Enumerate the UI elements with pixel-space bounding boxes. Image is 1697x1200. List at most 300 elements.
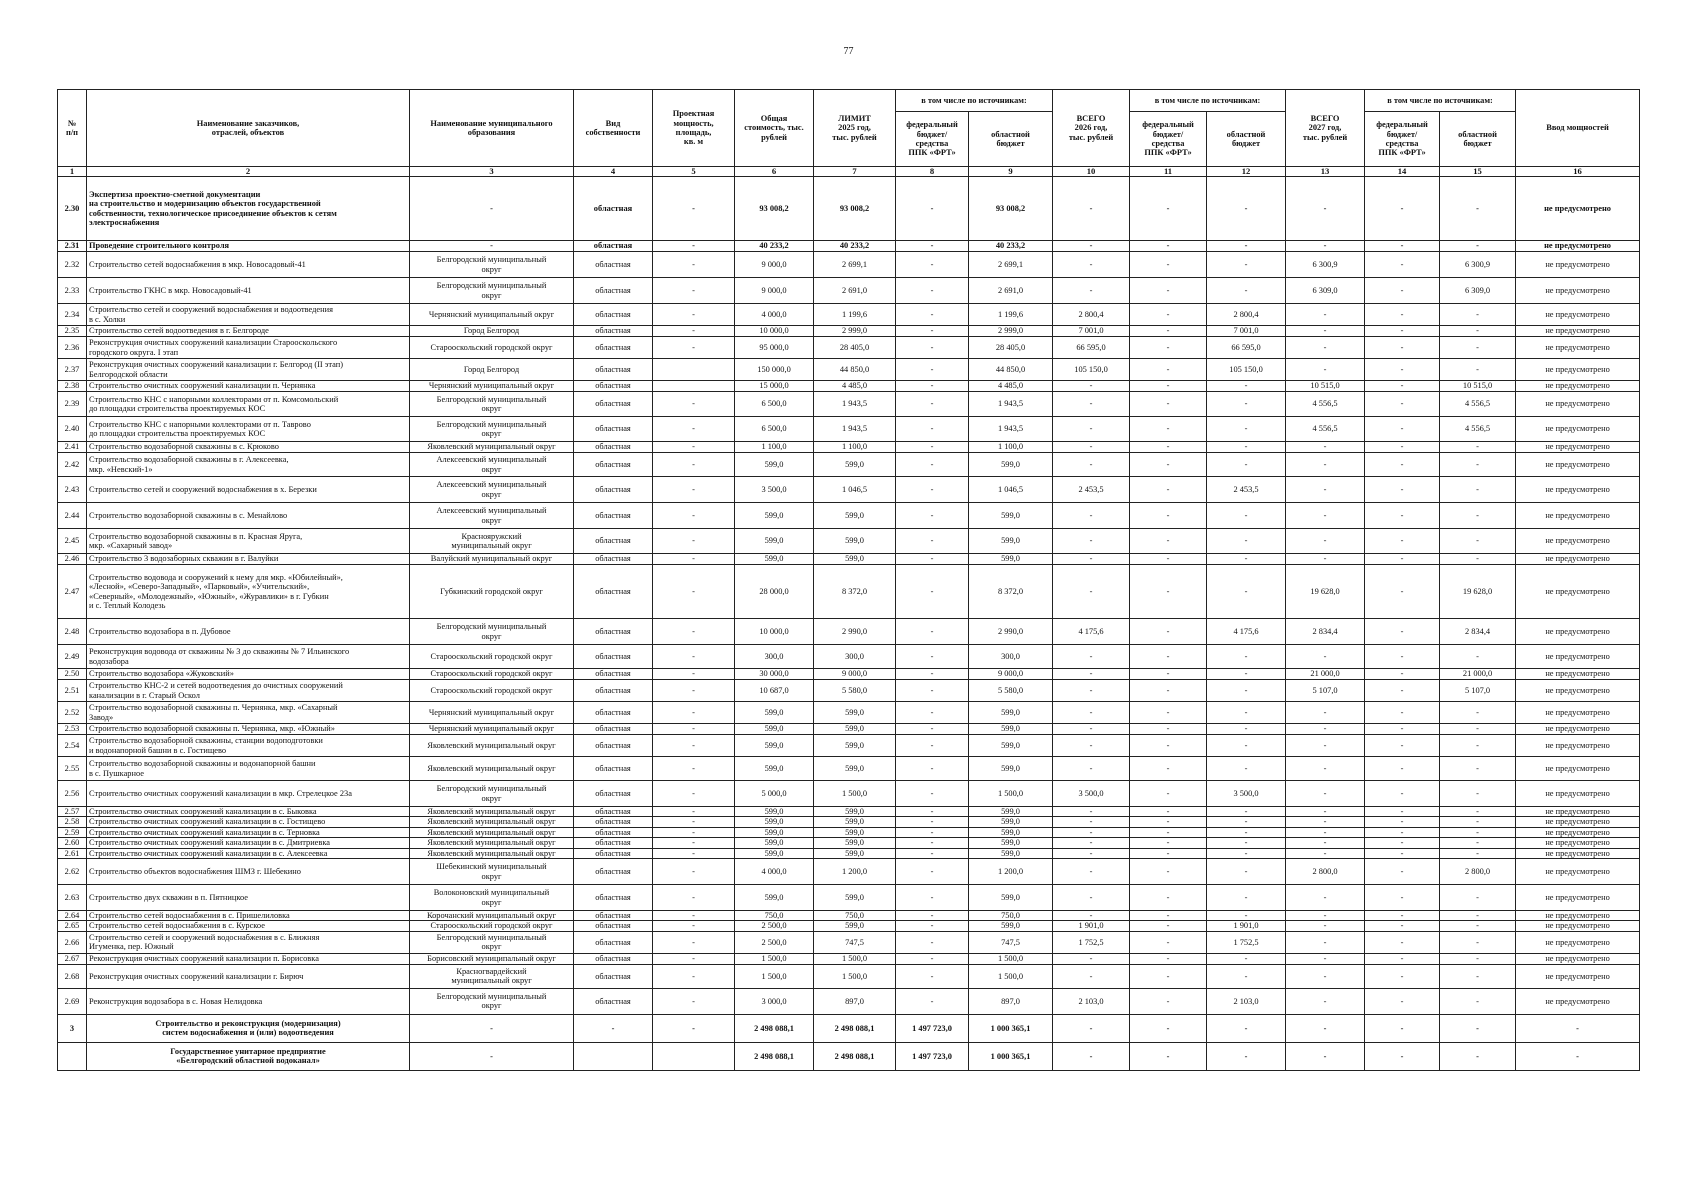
column-number: 5 <box>653 167 735 177</box>
table-cell: - <box>1130 337 1207 359</box>
header-municipality: Наименование муниципального образования <box>410 90 574 167</box>
column-number: 15 <box>1440 167 1516 177</box>
table-cell: Строительство сетей и сооружений водоснабжения в с. Ближняя Игуменка, пер. Южный <box>87 931 410 953</box>
table-cell: 599,0 <box>969 885 1053 911</box>
table-cell: Проведение строительного контроля <box>87 241 410 252</box>
table-cell: 5 580,0 <box>969 680 1053 702</box>
table-cell: - <box>1286 931 1365 953</box>
table-cell: Строительство очистных сооружений канализации в с. Гостищево <box>87 817 410 827</box>
table-cell: Корочанский муниципальный округ <box>410 911 574 921</box>
table-cell: 599,0 <box>735 554 814 565</box>
table-cell: - <box>1207 911 1286 921</box>
table-cell: - <box>1365 417 1440 442</box>
table-cell: - <box>653 724 735 735</box>
table-cell: 3 000,0 <box>735 988 814 1014</box>
table-cell: - <box>1440 359 1516 381</box>
table-cell: - <box>1365 392 1440 417</box>
header-total-2027: ВСЕГО 2027 год, тыс. рублей <box>1286 90 1365 167</box>
table-cell: - <box>1440 554 1516 565</box>
table-cell: - <box>1053 911 1130 921</box>
table-cell: областная <box>574 817 653 827</box>
table-cell: 599,0 <box>735 724 814 735</box>
table-cell: 7 001,0 <box>1207 326 1286 337</box>
table-cell: 2.69 <box>58 988 87 1014</box>
table-cell: - <box>653 177 735 241</box>
table-cell: Старооскольский городской округ <box>410 680 574 702</box>
table-cell: - <box>1207 453 1286 477</box>
table-cell: 2.44 <box>58 503 87 529</box>
table-cell: - <box>1365 807 1440 817</box>
table-cell: 2.66 <box>58 931 87 953</box>
table-cell: 599,0 <box>969 827 1053 837</box>
table-cell: 9 000,0 <box>735 278 814 304</box>
table-cell: - <box>1053 702 1130 724</box>
table-cell: областная <box>574 252 653 278</box>
table-cell: - <box>1130 241 1207 252</box>
table-cell: 300,0 <box>969 645 1053 669</box>
table-cell: 2.49 <box>58 645 87 669</box>
table-cell: 2.40 <box>58 417 87 442</box>
table-row <box>58 359 1640 381</box>
table-cell: областная <box>574 921 653 931</box>
table-cell: - <box>1130 417 1207 442</box>
table-cell: 2 500,0 <box>735 931 814 953</box>
table-cell: 599,0 <box>969 735 1053 757</box>
table-cell: 1 100,0 <box>735 442 814 453</box>
table-cell: Белгородский муниципальный округ <box>410 278 574 304</box>
table-cell: - <box>1286 964 1365 988</box>
table-cell: 2.56 <box>58 781 87 807</box>
column-number: 12 <box>1207 167 1286 177</box>
table-row <box>58 453 1640 477</box>
table-cell: - <box>1286 529 1365 554</box>
table-cell: 2.47 <box>58 565 87 619</box>
table-row <box>58 953 1640 964</box>
table-row <box>58 735 1640 757</box>
table-row <box>58 827 1640 837</box>
table-cell: Строительство водозаборной скважины в г. Алексеевка, мкр. «Невский-1» <box>87 453 410 477</box>
table-cell: - <box>896 911 969 921</box>
table-cell: - <box>653 702 735 724</box>
table-cell: - <box>896 337 969 359</box>
table-cell: 2.53 <box>58 724 87 735</box>
table-cell: не предусмотрено <box>1516 177 1640 241</box>
table-cell: областная <box>574 565 653 619</box>
table-cell: 4 485,0 <box>814 381 896 392</box>
table-cell: - <box>896 885 969 911</box>
table-cell: - <box>1365 669 1440 680</box>
table-cell: 4 000,0 <box>735 304 814 326</box>
table-cell: 1 200,0 <box>969 859 1053 885</box>
table-cell: 1 500,0 <box>735 964 814 988</box>
table-cell: - <box>1053 503 1130 529</box>
table-cell: 9 000,0 <box>969 669 1053 680</box>
table-cell: - <box>1365 337 1440 359</box>
table-cell: Строительство 3 водозаборных скважин в г. Валуйки <box>87 554 410 565</box>
table-cell: - <box>1207 417 1286 442</box>
table-cell: - <box>1365 848 1440 858</box>
table-cell: Город Белгород <box>410 359 574 381</box>
table-cell: 2 453,5 <box>1053 477 1130 503</box>
table-cell: - <box>896 964 969 988</box>
table-cell: 750,0 <box>969 911 1053 921</box>
table-cell: 599,0 <box>969 838 1053 848</box>
table-cell: 44 850,0 <box>814 359 896 381</box>
table-cell: - <box>1053 964 1130 988</box>
table-cell: - <box>1130 807 1207 817</box>
table-cell: 1 500,0 <box>814 964 896 988</box>
table-cell: не предусмотрено <box>1516 619 1640 645</box>
table-cell: 21 000,0 <box>1440 669 1516 680</box>
table-cell: - <box>653 304 735 326</box>
table-cell: - <box>410 1042 574 1070</box>
table-row <box>58 931 1640 953</box>
table-cell: - <box>1053 848 1130 858</box>
table-cell: - <box>1130 702 1207 724</box>
table-cell: - <box>1440 241 1516 252</box>
table-cell: не предусмотрено <box>1516 735 1640 757</box>
table-cell: 599,0 <box>969 921 1053 931</box>
table-cell <box>574 1042 653 1070</box>
table-cell: Строительство водозаборной скважины в с. Менайлово <box>87 503 410 529</box>
table-cell: - <box>653 645 735 669</box>
table-cell: 2.68 <box>58 964 87 988</box>
table-cell: Белгородский муниципальный округ <box>410 392 574 417</box>
table-cell: 2.42 <box>58 453 87 477</box>
table-cell: - <box>1207 735 1286 757</box>
table-cell: - <box>1286 817 1365 827</box>
table-cell: 2.60 <box>58 838 87 848</box>
table-cell: 2 691,0 <box>814 278 896 304</box>
table-cell: - <box>1130 724 1207 735</box>
table-cell: Старооскольский городской округ <box>410 337 574 359</box>
table-row <box>58 848 1640 858</box>
table-cell: - <box>653 669 735 680</box>
table-cell: не предусмотрено <box>1516 848 1640 858</box>
table-cell: 599,0 <box>969 702 1053 724</box>
table-cell: Яковлевский муниципальный округ <box>410 735 574 757</box>
table-cell: областная <box>574 304 653 326</box>
table-cell: не предусмотрено <box>1516 827 1640 837</box>
table-cell: - <box>1053 554 1130 565</box>
table-cell: - <box>1207 241 1286 252</box>
table-row <box>58 278 1640 304</box>
table-cell: - <box>653 859 735 885</box>
table-cell: - <box>896 988 969 1014</box>
table-cell: 2.39 <box>58 392 87 417</box>
table-cell: Строительство сетей и сооружений водоснабжения и водоотведения в с. Холки <box>87 304 410 326</box>
table-cell: 2 800,4 <box>1053 304 1130 326</box>
table-row <box>58 503 1640 529</box>
table-cell: - <box>410 1014 574 1042</box>
table-cell: - <box>1053 417 1130 442</box>
investment-program-table <box>57 89 1640 1071</box>
table-cell: - <box>1207 1014 1286 1042</box>
table-cell: 300,0 <box>735 645 814 669</box>
header-federal-2026: федеральный бюджет/ средства ППК «ФРТ» <box>1130 112 1207 167</box>
table-cell: - <box>1053 278 1130 304</box>
table-cell: областная <box>574 529 653 554</box>
table-cell: 599,0 <box>969 848 1053 858</box>
table-cell: 599,0 <box>969 817 1053 827</box>
table-cell: - <box>1365 911 1440 921</box>
column-number-row <box>58 167 1640 177</box>
table-cell: 1 046,5 <box>969 477 1053 503</box>
table-cell: - <box>1207 807 1286 817</box>
table-cell: 1 752,5 <box>1207 931 1286 953</box>
table-cell: - <box>896 848 969 858</box>
table-cell: не предусмотрено <box>1516 911 1640 921</box>
table-cell: областная <box>574 442 653 453</box>
table-cell: 747,5 <box>969 931 1053 953</box>
table-cell: - <box>1365 781 1440 807</box>
table-cell: 10 515,0 <box>1286 381 1365 392</box>
table-cell: - <box>1365 702 1440 724</box>
table-cell: - <box>1130 1042 1207 1070</box>
table-cell: - <box>1440 1042 1516 1070</box>
table-cell: Реконструкция очистных сооружений канализации г. Бирюч <box>87 964 410 988</box>
table-cell: - <box>1130 953 1207 964</box>
table-cell: 93 008,2 <box>735 177 814 241</box>
table-cell: областная <box>574 702 653 724</box>
table-cell: - <box>1365 565 1440 619</box>
table-cell: 2.54 <box>58 735 87 757</box>
table-cell: - <box>1130 503 1207 529</box>
table-cell: не предусмотрено <box>1516 953 1640 964</box>
table-cell: не предусмотрено <box>1516 781 1640 807</box>
table-row <box>58 669 1640 680</box>
table-cell: 28 405,0 <box>969 337 1053 359</box>
table-row <box>58 304 1640 326</box>
table-cell: не предусмотрено <box>1516 381 1640 392</box>
table-cell: 599,0 <box>735 807 814 817</box>
table-row <box>58 702 1640 724</box>
table-cell: - <box>653 503 735 529</box>
table-cell: - <box>1440 645 1516 669</box>
table-cell: 1 943,5 <box>969 392 1053 417</box>
table-cell: - <box>896 252 969 278</box>
table-cell: - <box>1440 1014 1516 1042</box>
column-number: 14 <box>1365 167 1440 177</box>
table-cell: Экспертиза проектно-сметной документации на строительство и модернизацию объектов государственной собственности, технологическое присоединение объектов к сетям электроснабжения <box>87 177 410 241</box>
table-cell: - <box>1207 702 1286 724</box>
table-cell: 4 556,5 <box>1440 417 1516 442</box>
table-cell: областная <box>574 554 653 565</box>
table-cell: 9 000,0 <box>814 669 896 680</box>
table-cell: областная <box>574 453 653 477</box>
table-cell: - <box>1053 757 1130 781</box>
table-cell: 1 901,0 <box>1207 921 1286 931</box>
table-cell: - <box>653 911 735 921</box>
table-cell: не предусмотрено <box>1516 807 1640 817</box>
table-cell: - <box>1286 453 1365 477</box>
table-cell: 2 990,0 <box>969 619 1053 645</box>
table-cell: - <box>1053 838 1130 848</box>
table-cell: - <box>653 827 735 837</box>
table-cell: 599,0 <box>735 827 814 837</box>
table-cell: - <box>1130 529 1207 554</box>
table-cell: не предусмотрено <box>1516 817 1640 827</box>
table-cell: 1 046,5 <box>814 477 896 503</box>
table-cell: - <box>1053 392 1130 417</box>
table-cell: - <box>653 565 735 619</box>
table-cell: - <box>1130 838 1207 848</box>
column-number: 13 <box>1286 167 1365 177</box>
table-row <box>58 326 1640 337</box>
table-cell: - <box>896 817 969 827</box>
table-cell: 2 834,4 <box>1286 619 1365 645</box>
table-cell: - <box>653 278 735 304</box>
table-row <box>58 529 1640 554</box>
table-cell: - <box>896 442 969 453</box>
table-cell: - <box>1440 827 1516 837</box>
table-cell: - <box>1286 477 1365 503</box>
header-regional-2025: областной бюджет <box>969 112 1053 167</box>
table-cell: - <box>410 177 574 241</box>
page-number: 77 <box>843 46 854 57</box>
table-cell: - <box>1130 565 1207 619</box>
table-cell: - <box>896 326 969 337</box>
table-cell: 599,0 <box>814 453 896 477</box>
table-cell: - <box>1365 724 1440 735</box>
table-cell: - <box>1440 781 1516 807</box>
table-cell: - <box>1130 921 1207 931</box>
table-cell: - <box>1286 304 1365 326</box>
table-cell: - <box>1286 827 1365 837</box>
table-cell: - <box>1207 885 1286 911</box>
header-name: Наименование заказчиков, отраслей, объектов <box>87 90 410 167</box>
table-cell: 1 000 365,1 <box>969 1014 1053 1042</box>
table-cell: 2 800,0 <box>1286 859 1365 885</box>
table-row <box>58 781 1640 807</box>
table-cell: 2 498 088,1 <box>735 1014 814 1042</box>
table-cell: Алексеевский муниципальный округ <box>410 503 574 529</box>
column-number: 16 <box>1516 167 1640 177</box>
table-cell: Белгородский муниципальный округ <box>410 252 574 278</box>
table-cell: - <box>1207 565 1286 619</box>
table-row <box>58 417 1640 442</box>
table-cell: - <box>1365 619 1440 645</box>
table-cell: 10 000,0 <box>735 326 814 337</box>
table-cell: 1 100,0 <box>969 442 1053 453</box>
table-cell: областная <box>574 177 653 241</box>
table-cell: Чернянский муниципальный округ <box>410 702 574 724</box>
table-cell: - <box>1286 442 1365 453</box>
table-cell: Старооскольский городской округ <box>410 921 574 931</box>
table-cell: не предусмотрено <box>1516 757 1640 781</box>
table-cell: - <box>1207 529 1286 554</box>
table-cell: 1 500,0 <box>969 964 1053 988</box>
table-cell: 1 943,5 <box>969 417 1053 442</box>
table-cell: - <box>653 735 735 757</box>
table-cell: - <box>1440 988 1516 1014</box>
table-cell: - <box>1053 177 1130 241</box>
table-cell: - <box>1365 964 1440 988</box>
table-cell: 2.67 <box>58 953 87 964</box>
table-cell: - <box>1440 964 1516 988</box>
table-cell: Строительство очистных сооружений канализации п. Чернянка <box>87 381 410 392</box>
table-cell: областная <box>574 619 653 645</box>
table-cell: 2.58 <box>58 817 87 827</box>
table-cell: - <box>1365 554 1440 565</box>
table-cell: не предусмотрено <box>1516 885 1640 911</box>
table-cell: 150 000,0 <box>735 359 814 381</box>
table-cell: 599,0 <box>814 702 896 724</box>
table-cell: 30 000,0 <box>735 669 814 680</box>
table-cell <box>653 381 735 392</box>
table-cell: - <box>653 921 735 931</box>
table-cell: 1 497 723,0 <box>896 1042 969 1070</box>
table-cell: 3 500,0 <box>1207 781 1286 807</box>
table-cell: 599,0 <box>814 757 896 781</box>
table-cell: не предусмотрено <box>1516 702 1640 724</box>
table-cell: - <box>1053 252 1130 278</box>
table-cell: - <box>1053 827 1130 837</box>
table-cell: 2.55 <box>58 757 87 781</box>
table-cell: - <box>1286 177 1365 241</box>
table-row <box>58 921 1640 931</box>
table-cell: - <box>1365 278 1440 304</box>
table-cell: 44 850,0 <box>969 359 1053 381</box>
table-cell <box>653 359 735 381</box>
table-cell: - <box>896 453 969 477</box>
table-cell: 2 999,0 <box>969 326 1053 337</box>
table-cell: Государственное унитарное предприятие «Белгородский областной водоканал» <box>87 1042 410 1070</box>
table-cell: - <box>1130 177 1207 241</box>
table-cell: - <box>1440 931 1516 953</box>
table-cell: 599,0 <box>969 554 1053 565</box>
table-cell: 599,0 <box>735 702 814 724</box>
table-cell: - <box>653 964 735 988</box>
table-row <box>58 757 1640 781</box>
table-cell: 599,0 <box>735 838 814 848</box>
table-cell: 599,0 <box>814 554 896 565</box>
table-cell: 21 000,0 <box>1286 669 1365 680</box>
table-cell: - <box>1053 859 1130 885</box>
table-cell: Губкинский городской округ <box>410 565 574 619</box>
table-cell: 95 000,0 <box>735 337 814 359</box>
table-cell: - <box>1440 848 1516 858</box>
table-row <box>58 337 1640 359</box>
table-cell: - <box>1130 304 1207 326</box>
table-cell: Яковлевский муниципальный округ <box>410 827 574 837</box>
table-cell: 6 500,0 <box>735 392 814 417</box>
table-cell: - <box>1365 757 1440 781</box>
table-cell: - <box>653 817 735 827</box>
table-cell: - <box>1365 304 1440 326</box>
table-cell: Строительство водозаборной скважины п. Чернянка, мкр. «Южный» <box>87 724 410 735</box>
table-cell: - <box>1365 885 1440 911</box>
table-cell: - <box>1286 724 1365 735</box>
table-cell: не предусмотрено <box>1516 988 1640 1014</box>
table-cell: Белгородский муниципальный округ <box>410 619 574 645</box>
table-cell: - <box>1365 645 1440 669</box>
table-cell: - <box>1516 1042 1640 1070</box>
table-cell: 4 556,5 <box>1286 392 1365 417</box>
table-cell: - <box>1207 381 1286 392</box>
table-cell: Яковлевский муниципальный округ <box>410 757 574 781</box>
table-cell: областная <box>574 645 653 669</box>
table-cell: - <box>1440 757 1516 781</box>
table-cell: Белгородский муниципальный округ <box>410 781 574 807</box>
table-cell: 897,0 <box>814 988 896 1014</box>
table-cell: - <box>1130 735 1207 757</box>
table-cell: - <box>1053 885 1130 911</box>
table-cell: 66 595,0 <box>1207 337 1286 359</box>
table-cell: 2.63 <box>58 885 87 911</box>
table-cell: - <box>1053 669 1130 680</box>
table-cell: - <box>653 680 735 702</box>
